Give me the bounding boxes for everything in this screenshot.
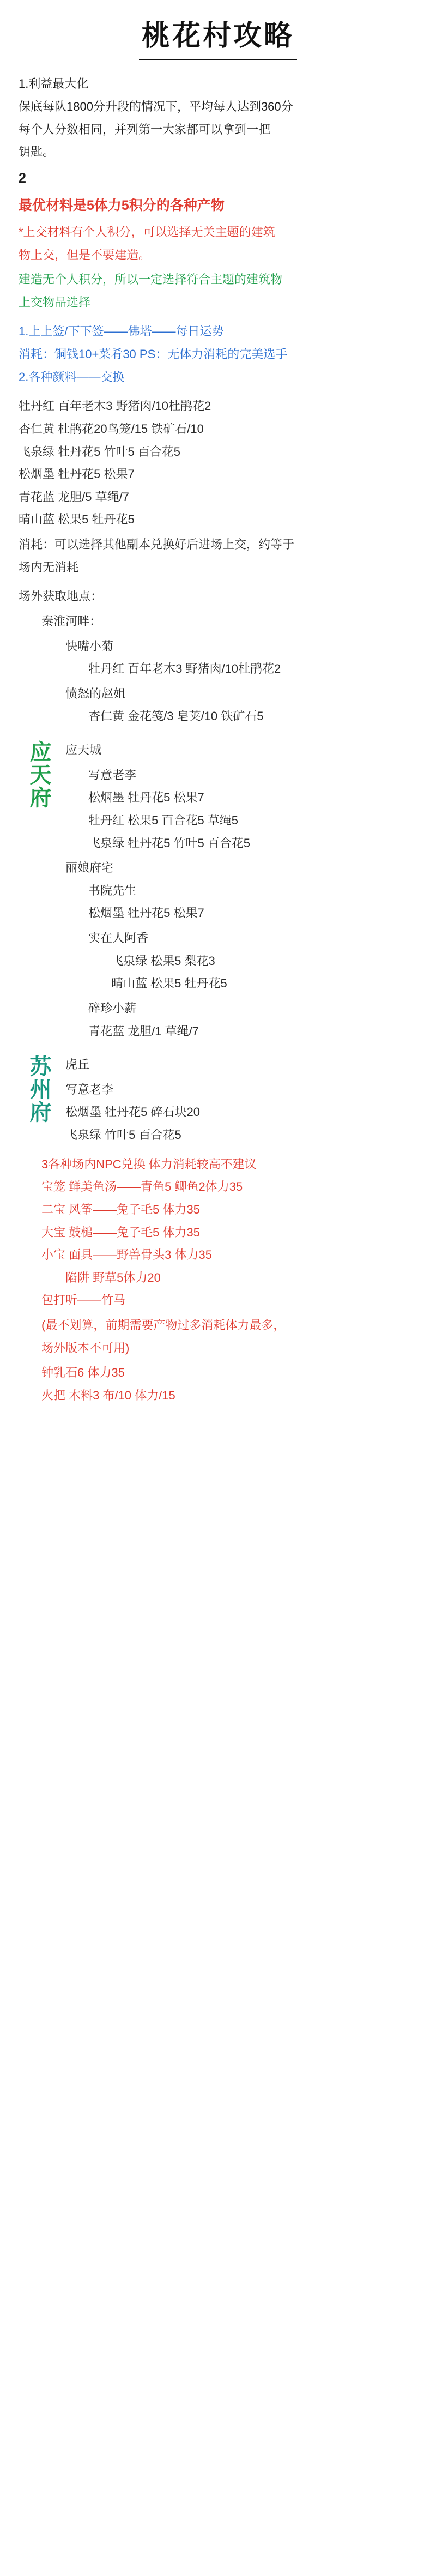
yingtian-npc-3-item-0: 青花蓝 龙胆/1 草绳/7 — [88, 1024, 199, 1038]
yingtian-npc-2-item-0: 飞泉绿 松果5 梨花3 — [111, 954, 215, 968]
dye-note-0: 消耗：可以选择其他副本兑换好后进场上交，约等于 — [19, 538, 295, 552]
dye-item-0: 牡丹红 百年老木3 野猪肉/10杜鹃花2 — [19, 399, 211, 413]
outside-heading: 场外获取地点： — [19, 589, 103, 604]
suzhoufu-label: 苏州府 — [27, 1055, 51, 1124]
profit-line-2: 钥匙。 — [19, 145, 55, 159]
npc-exchange-extra-0: 钟乳石6 体力35 — [41, 1366, 125, 1380]
profit-line-8: 上交物品选择 — [19, 295, 91, 309]
section-tips — [19, 322, 417, 387]
profit-line-0: 保底每队1800分升段的情况下，平均每人达到360分 — [19, 100, 293, 114]
npc-exchange-line-5: 包打听——竹马 — [41, 1293, 126, 1307]
yingtian-place-1: 丽娘府宅 — [65, 861, 114, 875]
profit-line-6: 物上交，但是不要建造。 — [19, 248, 151, 262]
page-title: 桃花村攻略 — [141, 21, 294, 52]
suzhou-npc-0-item-1: 飞泉绿 竹叶5 百合花5 — [65, 1128, 181, 1142]
yingtian-place-0: 应天城 — [65, 743, 102, 757]
yingtian-npc-1-item-0: 松烟墨 牡丹花5 松果7 — [88, 906, 204, 920]
suzhou-place-0: 虎丘 — [65, 1058, 90, 1072]
section-yingtianfu — [19, 740, 417, 1041]
dye-item-4: 青花蓝 龙胆/5 草绳/7 — [19, 490, 129, 504]
yingtian-npc-0-item-2: 飞泉绿 牡丹花5 竹叶5 百合花5 — [88, 836, 251, 850]
tips-line-1: 消耗：铜钱10+菜肴30 PS：无体力消耗的完美选手 — [19, 347, 288, 361]
profit-heading: 1.利益最大化 — [19, 77, 89, 91]
yingtianfu-label: 应天府 — [27, 740, 51, 810]
title-divider — [139, 59, 297, 60]
bottom-whitespace — [19, 1409, 417, 2096]
suzhou-npc-0-item-0: 松烟墨 牡丹花5 碎石块20 — [65, 1105, 200, 1119]
tips-line-0: 1.上上签/下下签——佛塔——每日运势 — [19, 324, 224, 339]
npc-exchange-extra-1: 火把 木料3 布/10 体力/15 — [41, 1388, 175, 1402]
yingtian-npc-0-item-1: 牡丹红 松果5 百合花5 草绳5 — [88, 813, 239, 827]
outside-place-qinhuai: 秦淮河畔： — [41, 614, 102, 628]
yingtian-npc-2: 实在人阿香 — [88, 931, 149, 945]
outside-npc-kuaizuixiaoju: 快嘴小菊 — [65, 639, 114, 653]
yingtian-npc-0: 写意老李 — [88, 768, 137, 782]
yingtian-npc-0-item-0: 松烟墨 牡丹花5 松果7 — [88, 791, 204, 805]
profit-line-5: *上交材料有个人积分，可以选择无关主题的建筑 — [19, 225, 275, 239]
section-outside-locations — [19, 587, 417, 726]
yingtian-npc-2-item-1: 晴山蓝 松果5 牡丹花5 — [111, 976, 227, 991]
npc-exchange-line-3: 小宝 面具——野兽骨头3 体力35 — [41, 1248, 212, 1262]
section-profit — [19, 74, 417, 312]
section-suzhoufu — [19, 1055, 417, 1145]
dye-note-1: 场内无消耗 — [19, 560, 79, 574]
profit-line-4: 最优材料是5体力5积分的各种产物 — [19, 198, 225, 214]
yingtian-npc-3: 碎珍小薪 — [88, 1001, 137, 1015]
suzhou-npc-0: 写意老李 — [65, 1082, 114, 1096]
profit-line-1: 每个人分数相同，并列第一大家都可以拿到一把 — [19, 122, 271, 136]
profit-line-7: 建造无个人积分，所以一定选择符合主题的建筑物 — [19, 273, 283, 287]
profit-line-3: 2 — [19, 170, 26, 186]
section-npc-exchange — [19, 1155, 417, 1405]
npc-exchange-line-1: 二宝 风筝——兔子毛5 体力35 — [41, 1202, 200, 1216]
dye-item-1: 杏仁黄 杜鹃花20鸟笼/15 铁矿石/10 — [19, 421, 204, 436]
tips-line-2: 2.各种颜料——交换 — [19, 370, 125, 384]
outside-npc-kuaizuixiaoju-item-0: 牡丹红 百年老木3 野猪肉/10杜鹃花2 — [88, 662, 281, 676]
dye-item-3: 松烟墨 牡丹花5 松果7 — [19, 467, 135, 481]
npc-exchange-line-2: 大宝 鼓槌——兔子毛5 体力35 — [41, 1225, 200, 1239]
npc-exchange-heading: 3各种场内NPC兑换 体力消耗较高不建议 — [41, 1157, 257, 1171]
npc-exchange-line-0: 宝笼 鲜美鱼汤——青鱼5 鲫鱼2体力35 — [41, 1180, 243, 1194]
section-dyes — [19, 396, 417, 577]
outside-npc-fennudezhaojie: 愤怒的赵姐 — [65, 686, 126, 701]
dye-item-2: 飞泉绿 牡丹花5 竹叶5 百合花5 — [19, 444, 181, 459]
outside-npc-fennudezhaojie-item-0: 杏仁黄 金花笺/3 皂荚/10 铁矿石5 — [88, 709, 264, 723]
dye-item-5: 晴山蓝 松果5 牡丹花5 — [19, 512, 135, 527]
npc-exchange-note-0: (最不划算，前期需要产物过多消耗体力最多， — [41, 1318, 286, 1332]
npc-exchange-note-1: 场外版本不可用) — [41, 1341, 130, 1355]
npc-exchange-line-4: 陷阱 野草5体力20 — [65, 1270, 161, 1284]
yingtian-npc-1: 书院先生 — [88, 883, 137, 897]
